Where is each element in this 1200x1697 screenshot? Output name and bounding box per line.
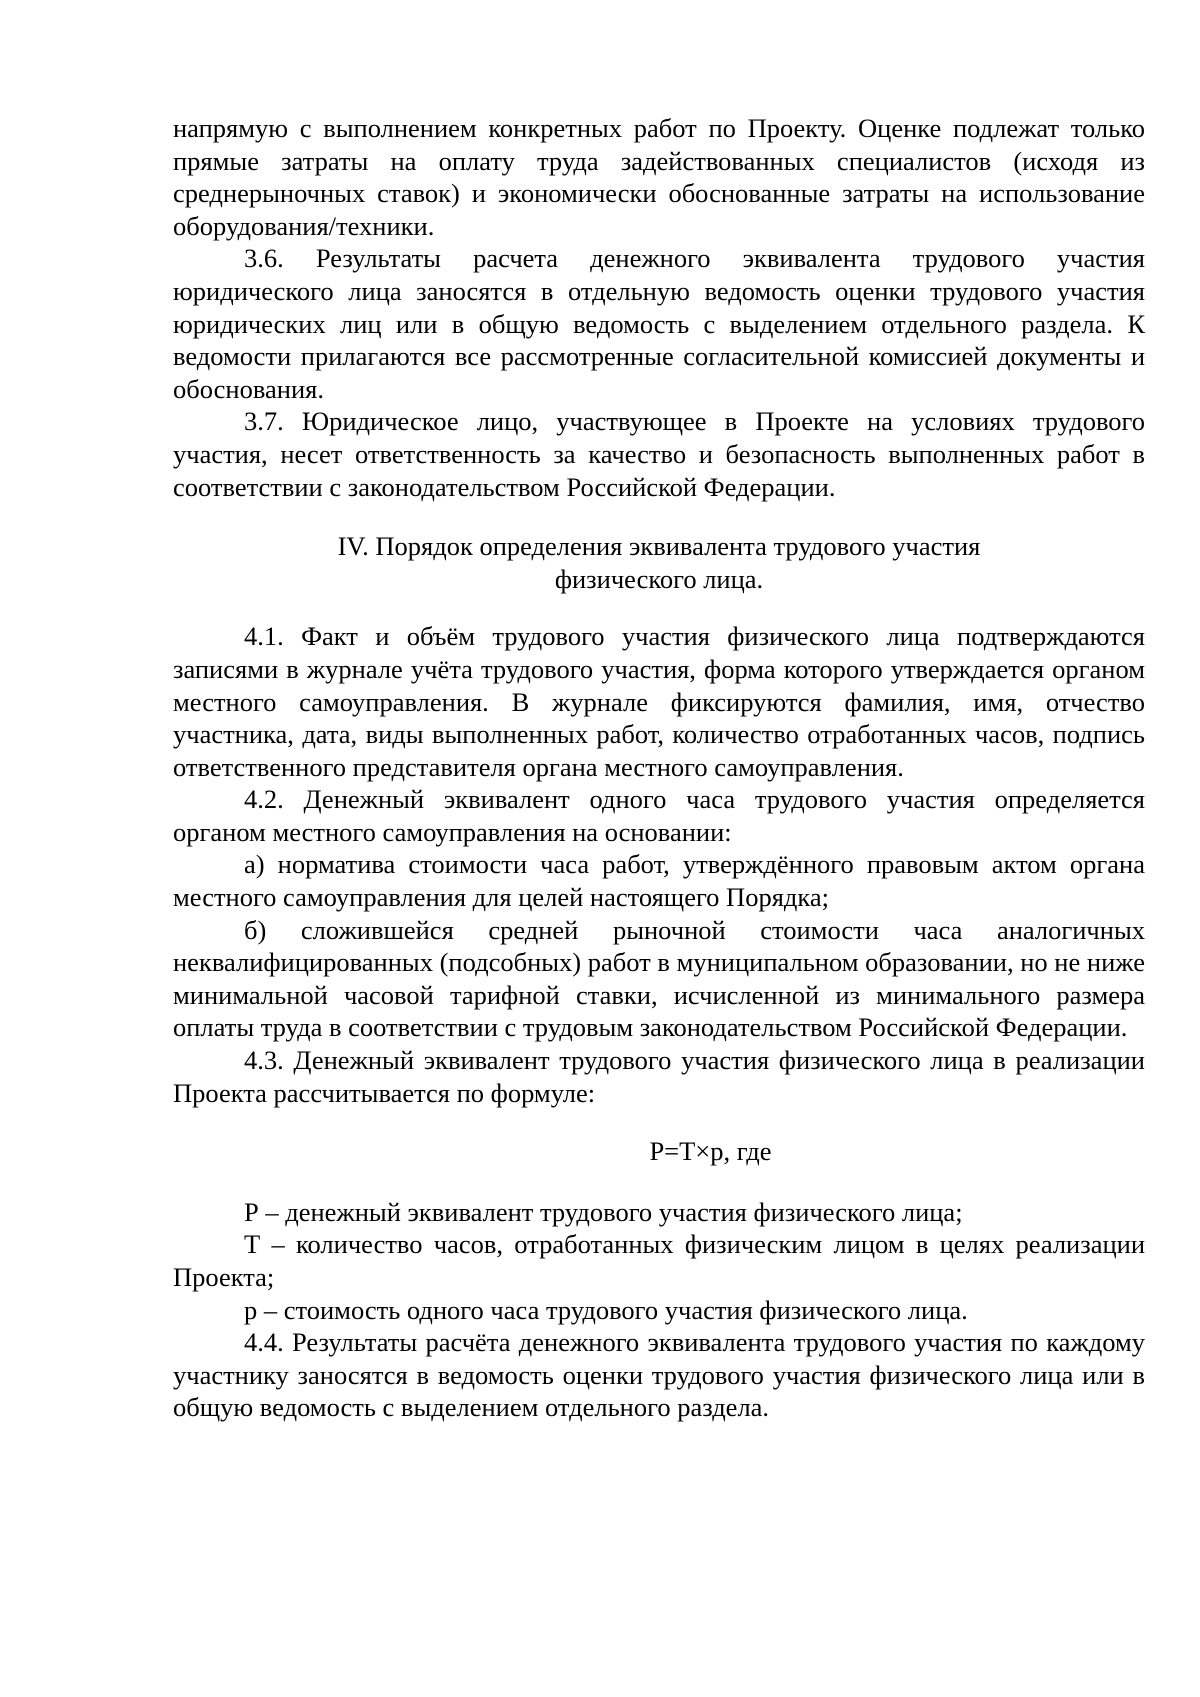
paragraph-4-4: 4.4. Результаты расчёта денежного эквивалента трудового участия по каждому участнику заносятся в ведомость оценки трудового участия физического лица или в общую ведомость с выделением отдельного раздела. bbox=[173, 1327, 1145, 1423]
paragraph-3-7: 3.7. Юридическое лицо, участвующее в Проекте на условиях трудового участия, несет ответственность за качество и безопасность выполненных работ в соответствии с законодательством Российской Федерации. bbox=[173, 406, 1145, 502]
section-heading bbox=[173, 530, 1145, 595]
document-page bbox=[173, 112, 1145, 1424]
definition-P: Р – денежный эквивалент трудового участия физического лица; bbox=[244, 1196, 963, 1227]
definition-T: Т – количество часов, отработанных физическим лицом в целях реализации Проекта; bbox=[173, 1229, 1145, 1292]
paragraph-4-2: 4.2. Денежный эквивалент одного часа трудового участия определяется органом местного самоуправления на основании: bbox=[173, 784, 1145, 847]
paragraph-3-6: 3.6. Результаты расчета денежного эквивалента трудового участия юридического лица заносятся в отдельную ведомость оценки трудового участия юридических лиц или в общую ведомость с выделением отдельного раздела. К ведомости прилагаются все рассмотренные согласительной комиссией документы и обоснования. bbox=[173, 243, 1145, 404]
paragraph-4-2-b: б) сложившейся средней рыночной стоимости часа аналогичных неквалифицированных (подсобных) работ в муниципальном образовании, но не ниже минимальной часовой тарифной ставки, исчисленной из минимального размера оплаты труда в соответствии с трудовым законодательством Российской Федерации. bbox=[173, 914, 1145, 1043]
paragraph-continuation: напрямую с выполнением конкретных работ по Проекту. Оценке подлежат только прямые затраты на оплату труда задействованных специалистов (исходя из среднерыночных ставок) и экономически обоснованные затраты на использование оборудования/техники. bbox=[173, 113, 1145, 241]
section-heading-line1: IV. Порядок определения эквивалента трудового участия bbox=[337, 531, 981, 562]
paragraph-4-1: 4.1. Факт и объём трудового участия физического лица подтверждаются записями в журнале учёта трудового участия, форма которого утверждается органом местного самоуправления. В журнале фиксируются фамилия, имя, отчество участника, дата, виды выполненных работ, количество отработанных часов, подпись ответственного представителя органа местного самоуправления. bbox=[173, 621, 1145, 782]
formula: Р=Т×р, где bbox=[649, 1136, 772, 1167]
paragraph-4-2-a: а) норматива стоимости часа работ, утверждённого правовым актом органа местного самоуправления для целей настоящего Порядка; bbox=[173, 849, 1145, 913]
definition-p: р – стоимость одного часа трудового участия физического лица. bbox=[244, 1294, 968, 1325]
paragraph-4-3: 4.3. Денежный эквивалент трудового участия физического лица в реализации Проекта рассчитывается по формуле: bbox=[173, 1045, 1145, 1108]
section-heading-line2: физического лица. bbox=[554, 563, 764, 594]
